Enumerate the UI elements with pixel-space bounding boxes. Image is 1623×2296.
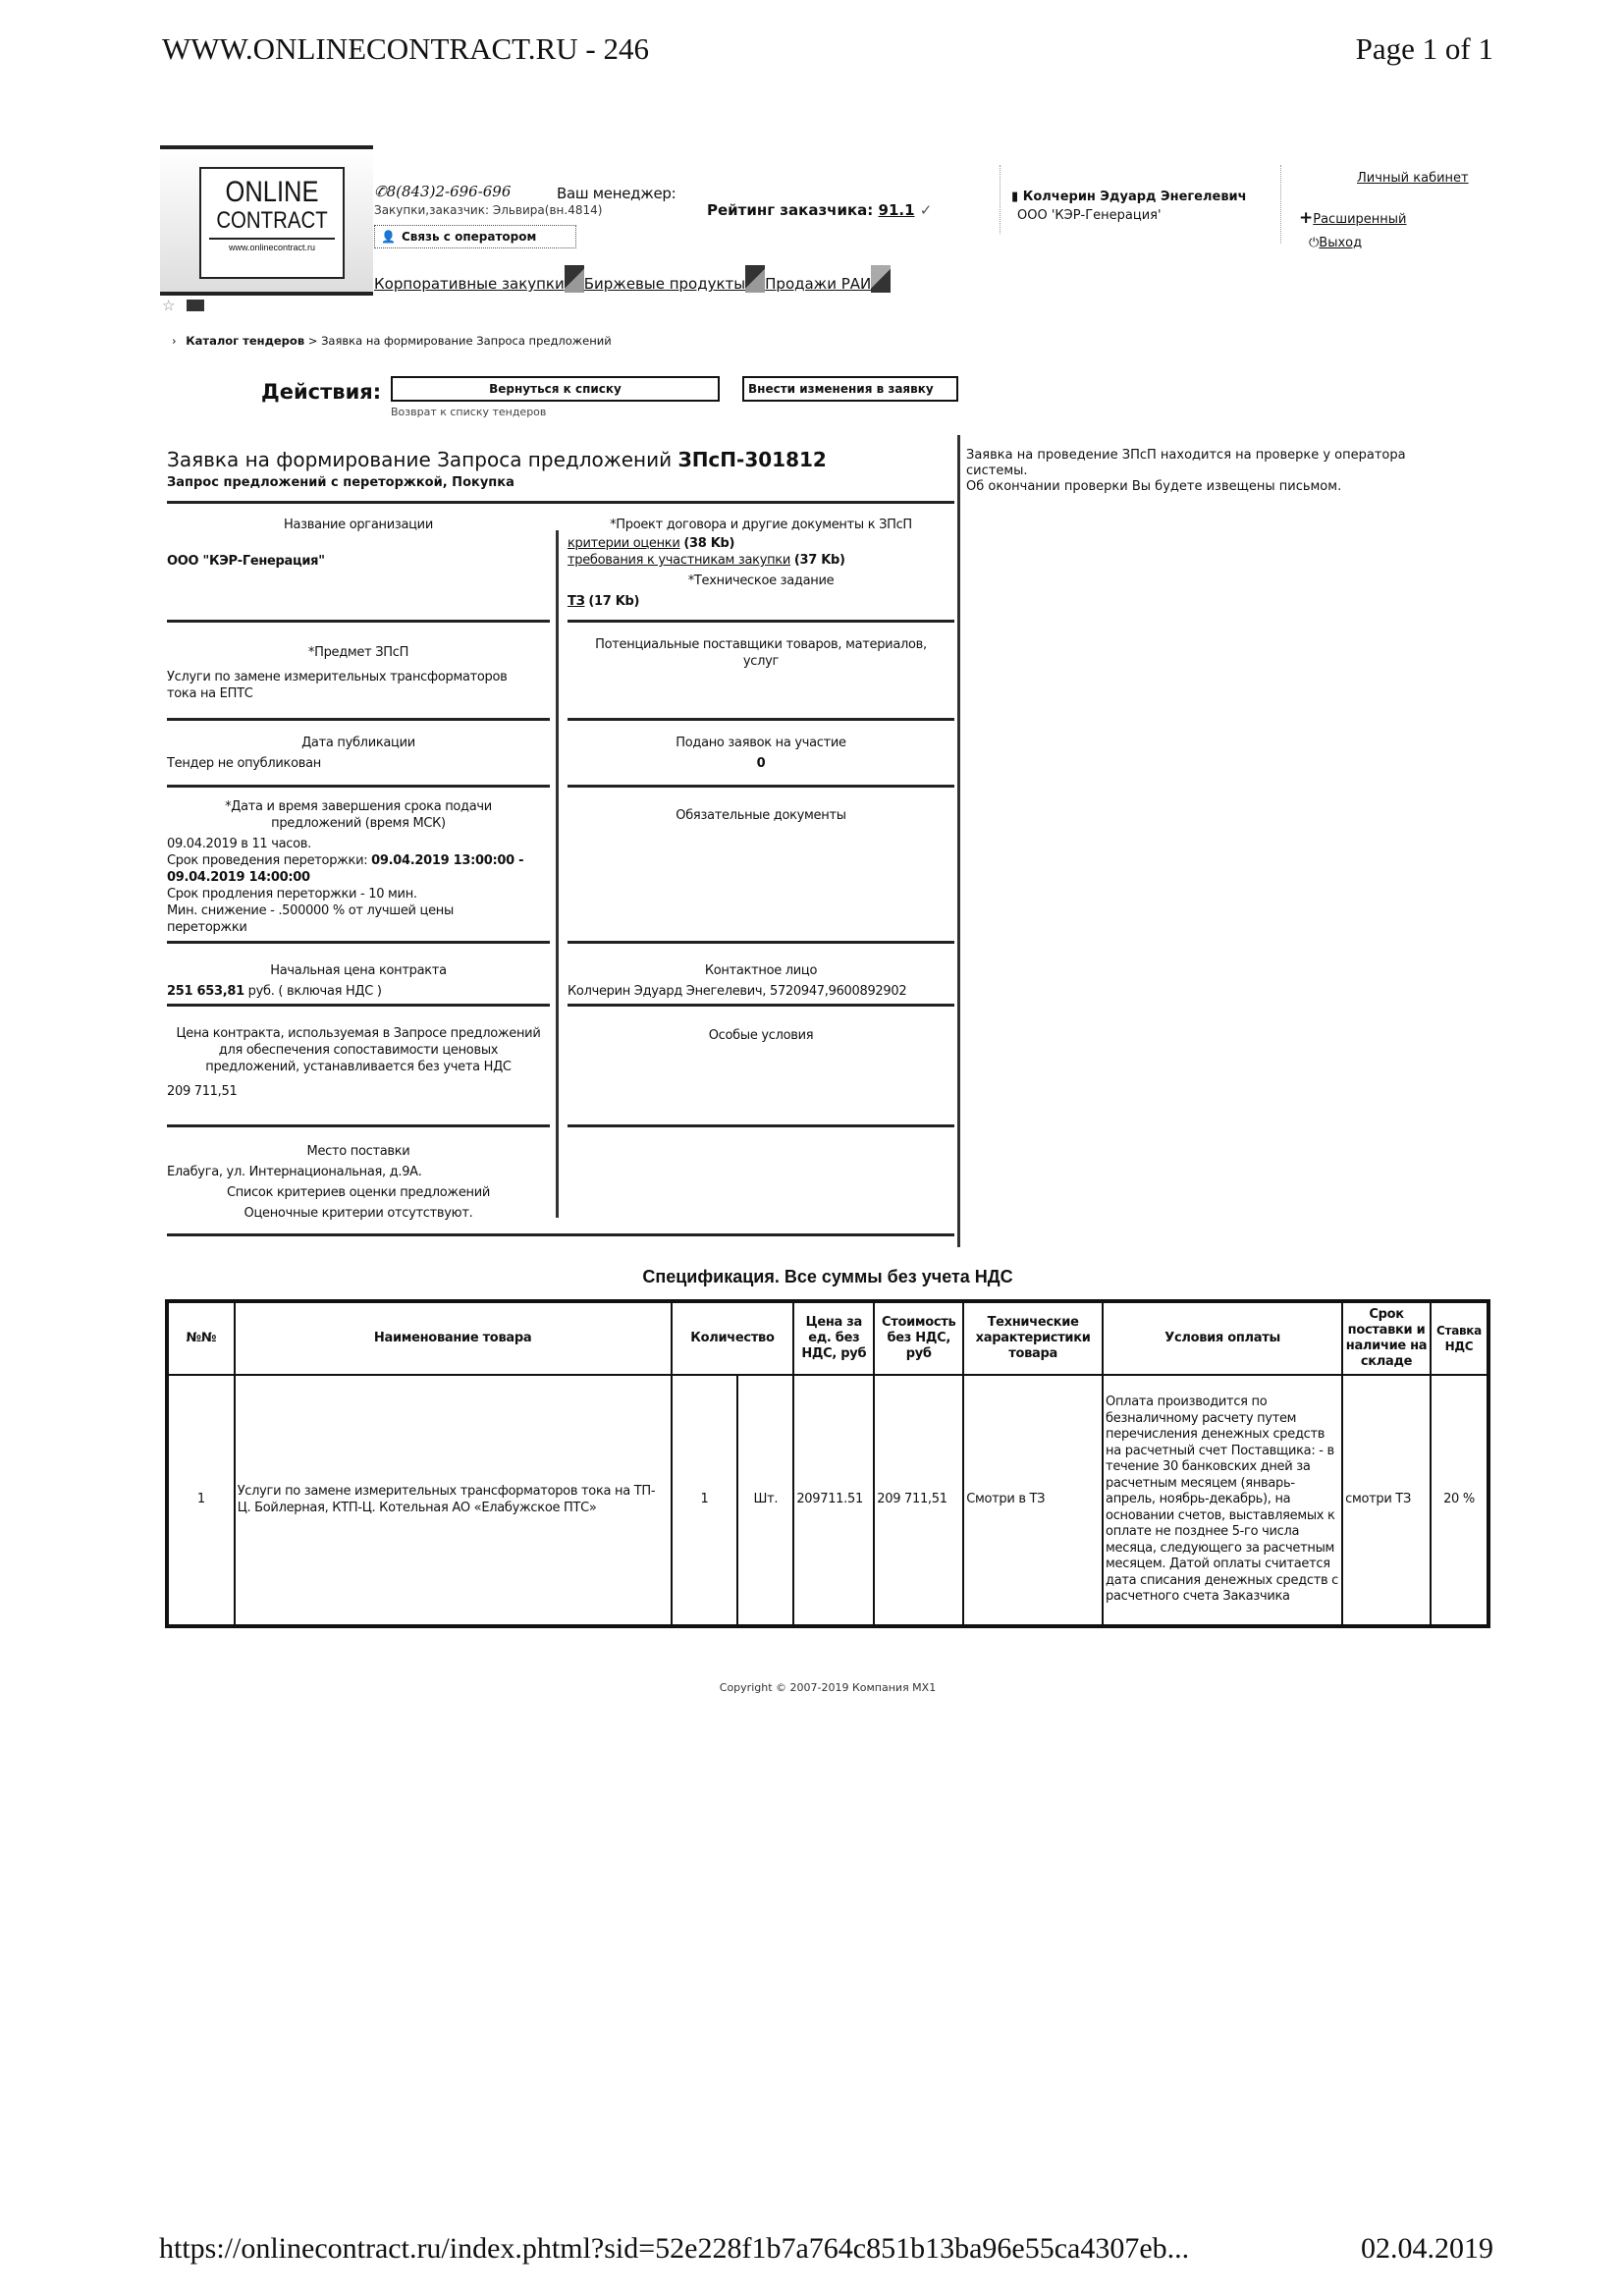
nav-separator-icon [565, 265, 584, 293]
checkmark-icon: ✓ [919, 201, 933, 219]
doc-link-criteria[interactable]: критерии оценки [568, 536, 680, 551]
back-to-list-button[interactable]: Вернуться к списку [391, 376, 720, 402]
required-docs-section: Обязательные документы [676, 808, 846, 823]
customer-rating: Рейтинг заказчика: 91.1 ✓ [707, 201, 933, 219]
cell-cost: 209 711,51 [874, 1375, 963, 1626]
print-header-url: WWW.ONLINECONTRACT.RU - 246 [162, 31, 649, 66]
extended-link[interactable]: +Расширенный [1299, 208, 1407, 228]
col-vat: Ставка НДС [1431, 1301, 1488, 1375]
subject-value: Услуги по замене измерительных трансформаторов тока на ЕПТС [167, 670, 508, 701]
cell-vat: 20 % [1431, 1375, 1488, 1626]
doc-link-tz[interactable]: ТЗ [568, 594, 585, 609]
documents-section: *Проект договора и другие документы к ЗПсП критерии оценки (38 Kb) требования к участникам закупки (37 Kb) *Техническое задание ТЗ (17 Kb) [568, 518, 912, 609]
nav-separator-icon [745, 265, 765, 293]
org-section: Название организации ООО "КЭР-Генерация" [167, 517, 550, 570]
start-price-section: Начальная цена контракта 251 653,81 руб. ( включая НДС ) [167, 963, 447, 999]
chevron-right-icon: › [172, 334, 177, 348]
logo-block[interactable] [160, 149, 373, 295]
col-number: №№ [167, 1301, 235, 1375]
subject-section: *Предмет ЗПсП Услуги по замене измерительных трансформаторов тока на ЕПТС [167, 644, 550, 702]
col-name: Наименование товара [235, 1301, 672, 1375]
actions-label: Действия: [261, 380, 382, 404]
manager-name: Закупки,заказчик: Эльвира(вн.4814) [374, 203, 603, 217]
nav-corporate-purchases[interactable]: Корпоративные закупки [374, 275, 565, 293]
logout-link[interactable]: ⏻Выход [1309, 236, 1363, 250]
col-tech: Технические характеристики товара [963, 1301, 1103, 1375]
phone-icon: ✆ [374, 183, 387, 200]
page-subtitle: Запрос предложений с переторжкой, Покупка [167, 475, 514, 490]
col-payment: Условия оплаты [1103, 1301, 1342, 1375]
nav-exchange-products[interactable]: Биржевые продукты [583, 275, 746, 293]
personal-cabinet-link[interactable]: Личный кабинет [1357, 171, 1469, 186]
cell-price: 209711.51 [793, 1375, 874, 1626]
logo-text-contract: CONTRACT [216, 207, 328, 234]
cell-payment: Оплата производится по безналичному расчету путем перечисления денежных средств на расчетный счет Поставщика: - в течение 30 банковских дней за расчетным месяцем (январь-апрель, ноябрь-декабрь), на основании счетов, выставляемых к оплате не позднее 5-го числа месяца, следующего за расчетным месяцем. Датой оплаты считается дата списания денежных средств с расчетного счета Заказчика [1103, 1375, 1342, 1626]
main-nav [374, 265, 891, 293]
bids-section: Подано заявок на участие 0 [568, 735, 954, 772]
breadcrumb-current: Заявка на формирование Запроса предложений [321, 334, 612, 348]
col-delivery: Срок поставки и наличие на складе [1342, 1301, 1431, 1375]
deadline-section: *Дата и время завершения срока подачи предложений (время МСК) 09.04.2019 в 11 часов. Срок проведения переторжки: 09.04.2019 13:00:00 - 09.04.2019 14:00:00 Срок продления переторжки - 10 мин. Мин. снижение - .500000 % от лучшей цены переторжки [167, 799, 524, 935]
page-title: Заявка на формирование Запроса предложений ЗПсП-301812 [167, 448, 827, 471]
spec-title: Спецификация. Все суммы без учета НДС [642, 1267, 1013, 1286]
operator-icon: 👤 [381, 230, 396, 244]
cell-name: Услуги по замене измерительных трансформаторов тока на ТП-Ц. Бойлерная, КТП-Ц. Котельная АО «Елабужское ПТС» [235, 1375, 672, 1626]
home-icon[interactable]: ☆ [162, 297, 176, 314]
manager-label: Ваш менеджер: [557, 185, 676, 202]
logo-url: www.onlinecontract.ru [209, 238, 335, 252]
contact-person-section: Контактное лицо Колчерин Эдуард Энегелевич, 5720947,9600892902 [568, 963, 907, 999]
col-cost: Стоимость без НДС, руб [874, 1301, 963, 1375]
breadcrumb: › Каталог тендеров > Заявка на формирование Запроса предложений [172, 334, 612, 348]
doc-link-requirements[interactable]: требования к участникам закупки [568, 553, 790, 568]
org-value: ООО "КЭР-Генерация" [167, 554, 325, 569]
print-footer-date: 02.04.2019 [1361, 2232, 1493, 2265]
content-divider [957, 435, 960, 1247]
nav-separator-icon [871, 265, 891, 293]
price-note-section: Цена контракта, используемая в Запросе предложений для обеспечения сопоставимости ценовых предложений, устанавливается без учета НДС 209 711,51 [167, 1026, 541, 1099]
plus-icon: + [1299, 208, 1314, 228]
cell-unit: Шт. [737, 1375, 793, 1626]
moderation-notice: Заявка на проведение ЗПсП находится на проверке у оператора системы. Об окончании проверки Вы будете извещены письмом. [966, 448, 1406, 494]
spec-table [165, 1299, 1490, 1628]
col-unit-price: Цена за ед. без НДС, руб [793, 1301, 874, 1375]
column-divider [556, 530, 559, 1218]
suppliers-section: Потенциальные поставщики товаров, материалов, услуг [595, 637, 927, 669]
delivery-place-section: Место поставки Елабуга, ул. Интернациональная, д.9А. Список критериев оценки предложений Оценочные критерии отсутствуют. [167, 1144, 491, 1221]
request-code: ЗПсП-301812 [677, 448, 827, 471]
publication-section: Дата публикации Тендер не опубликован [167, 736, 415, 771]
print-footer-url: https://onlinecontract.ru/index.phtml?sid=52e228f1b7a764c851b13ba96e55ca4307eb... [159, 2232, 1190, 2265]
cell-delivery: смотри ТЗ [1342, 1375, 1431, 1626]
logo-text-online: ONLINE [225, 176, 319, 208]
cell-qty: 1 [672, 1375, 738, 1626]
col-quantity: Количество [672, 1301, 794, 1375]
special-conditions-section: Особые условия [708, 1028, 814, 1043]
print-page-number: Page 1 of 1 [1355, 31, 1493, 66]
user-name: ▮ Колчерин Эдуард Энегелевич [1011, 190, 1247, 204]
operator-contact-button[interactable]: 👤 Связь с оператором [374, 225, 576, 248]
copyright: Copyright © 2007-2019 Компания МХ1 [719, 1681, 937, 1694]
spec-header-row [167, 1301, 1488, 1375]
bids-count: 0 [756, 756, 766, 771]
phone-number: ✆8(843)2-696-696 [374, 183, 512, 200]
breadcrumb-catalog[interactable]: Каталог тендеров [186, 334, 305, 348]
table-row [167, 1375, 1488, 1626]
cell-tech: Смотри в ТЗ [963, 1375, 1103, 1626]
user-org: ООО 'КЭР-Генерация' [1017, 208, 1162, 223]
edit-request-button[interactable]: Внести изменения в заявку [742, 376, 958, 402]
rating-value[interactable]: 91.1 [878, 201, 915, 219]
power-icon: ⏻ [1309, 236, 1320, 250]
chat-icon[interactable] [187, 300, 204, 311]
back-hint: Возврат к списку тендеров [391, 406, 547, 418]
cell-number: 1 [167, 1375, 235, 1626]
nav-rai-sales[interactable]: Продажи РАИ [765, 275, 872, 293]
